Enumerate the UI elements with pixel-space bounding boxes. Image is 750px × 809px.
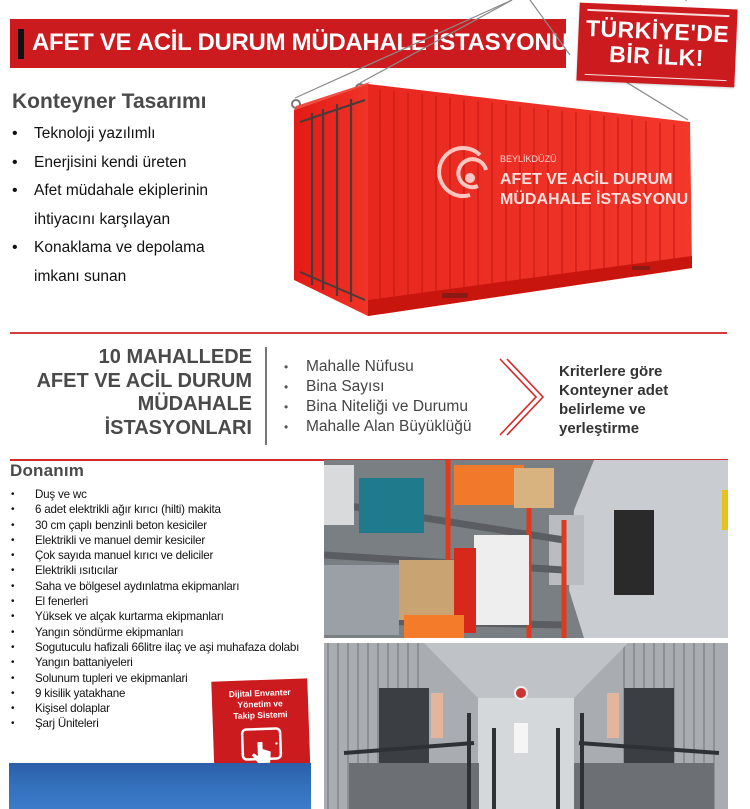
bullet-icon: • [11, 626, 15, 638]
bullet-icon: • [11, 519, 15, 531]
criteria-item: • Bina Niteliği ve Durumu [284, 398, 468, 415]
bullet-icon: • [11, 596, 15, 608]
bullet-icon: • [11, 641, 15, 653]
bullet-icon: • [11, 580, 15, 592]
vertical-separator [265, 347, 267, 445]
bullet-icon: • [11, 504, 15, 516]
bullet-icon: • [12, 182, 18, 199]
tablet-touch-icon [239, 725, 286, 765]
container-brand-line2: MÜDAHALE İSTASYONU [500, 191, 689, 208]
bullet-icon: • [284, 420, 289, 434]
equipment-item: • Yangın söndürme ekipmanları [11, 625, 184, 639]
equipment-item: • El fenerleri [11, 595, 89, 609]
bullet-icon: • [11, 687, 15, 699]
bullet-icon: • [11, 534, 15, 546]
page-title: AFET VE ACİL DURUM MÜDAHALE İSTASYONU [32, 29, 569, 56]
section-divider [10, 332, 727, 334]
digital-card-text: Dijital Envanter Yönetim ve Takip Sistemi [228, 686, 291, 721]
equipment-item: • Solunum tupleri ve ekipmanlari [11, 671, 188, 685]
stamp-line-1: TÜRKİYE'DE [585, 14, 730, 48]
equipment-heading: Donanım [10, 461, 85, 480]
design-features-list [12, 120, 272, 291]
bullet-icon: • [11, 565, 15, 577]
equipment-item: • Duş ve wc [11, 488, 87, 501]
storage-interior-photo [324, 460, 728, 638]
bullet-icon: • [11, 550, 15, 562]
design-feature-item: • Afet müdahale ekiplerinin ihtiyacını karşılayan [12, 177, 272, 234]
bullet-icon: • [12, 125, 18, 142]
stations-title-line: AFET VE ACİL DURUM [36, 369, 252, 392]
equipment-item: • Çok sayıda manuel kırıcı ve deliciler [11, 549, 214, 563]
blue-banner-image [9, 763, 311, 809]
result-line: yerleştirme [559, 420, 640, 437]
double-chevron-right-icon [498, 357, 546, 437]
stations-title-line: MÜDAHALE [137, 393, 252, 415]
equipment-item: • Şarj Üniteleri [11, 717, 99, 731]
equipment-item: • 30 cm çaplı benzinli beton kesiciler [11, 518, 207, 532]
bullet-icon: • [11, 703, 15, 715]
bullet-icon: • [11, 611, 15, 623]
bullet-icon: • [11, 657, 15, 669]
equipment-item: • Sogutuculu hafizali 66litre ilaç ve aşi muhafaza dolabı [11, 640, 300, 654]
stations-title-line: 10 MAHALLEDE [98, 346, 252, 368]
equipment-item: • Elektrikli ve manuel demir kesiciler [11, 533, 205, 547]
bullet-icon: • [12, 239, 18, 256]
container-brand-small: BEYLİKDÜZÜ [500, 154, 557, 164]
criteria-list [284, 357, 471, 437]
stamp-line-2: BİR İLK! [608, 40, 705, 72]
criteria-item: • Bina Sayısı [284, 378, 385, 395]
equipment-item: • Elektrikli ısıtıcılar [11, 564, 118, 578]
criteria-item: • Mahalle Nüfusu [284, 358, 414, 375]
equipment-item: • Yüksek ve alçak kurtarma ekipmanları [11, 610, 224, 624]
stations-title-line: İSTASYONLARI [104, 416, 252, 439]
equipment-item: • Saha ve bölgesel aydınlatma ekipmanları [11, 579, 240, 593]
bullet-icon: • [284, 380, 289, 394]
stamp-rule-bottom [585, 73, 727, 81]
container-door-face [294, 84, 368, 316]
container-brand-line1: AFET VE ACİL DURUM [500, 171, 673, 188]
bullet-icon: • [284, 400, 289, 414]
equipment-item: • 6 adet elektrikli ağır kırıcı (hilti) makita [11, 503, 221, 517]
result-text [559, 362, 719, 438]
criteria-item: • Mahalle Alan Büyüklüğü [284, 418, 472, 435]
bullet-icon: • [12, 153, 18, 171]
stations-title [10, 346, 252, 440]
design-heading: Konteyner Tasarımı [12, 90, 207, 113]
result-line: Kriterlere göre [559, 363, 663, 380]
bullet-icon: • [284, 360, 289, 374]
design-feature-item: • Teknoloji yazılımlı [12, 120, 272, 149]
equipment-item: • Kişisel dolaplar [11, 702, 110, 716]
result-line: Konteyner adet [559, 382, 669, 399]
title-accent-bar [18, 29, 24, 59]
equipment-item: • 9 kisilik yatakhane [11, 686, 126, 700]
result-line: belirleme ve [559, 401, 646, 418]
bullet-icon: • [11, 489, 15, 500]
equipment-item: • Yangın battaniyeleri [11, 656, 133, 670]
bullet-icon: • [11, 718, 15, 730]
design-feature-item: • Enerjisini kendi üreten [12, 149, 272, 178]
design-feature-item: • Konaklama ve depolama imkanı sunan [12, 234, 272, 291]
bullet-icon: • [11, 672, 15, 684]
dormitory-interior-photo [324, 643, 728, 809]
first-in-turkey-stamp [576, 3, 737, 88]
